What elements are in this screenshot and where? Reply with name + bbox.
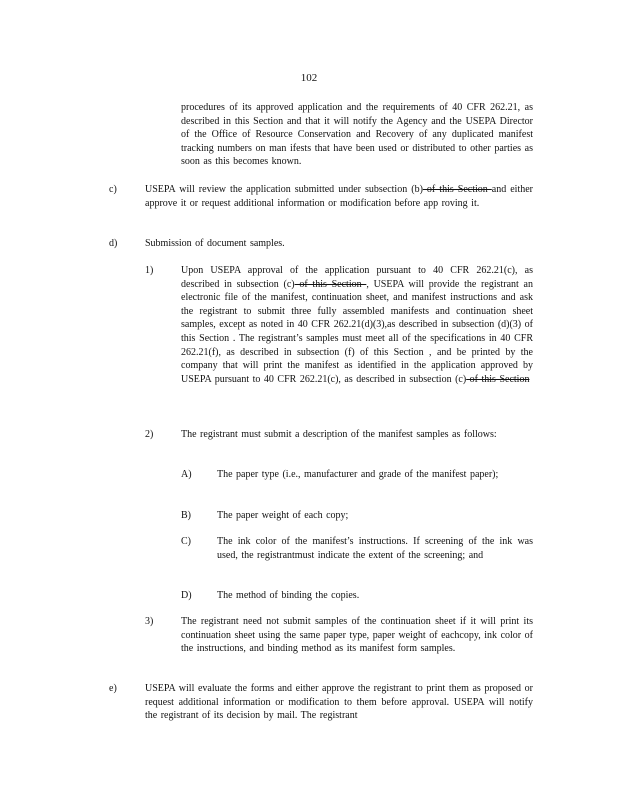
page-number: 102 (300, 72, 318, 84)
item-1-label: 1) (145, 265, 154, 276)
item-2b-label: B) (181, 510, 191, 521)
item-1-strikethrough-b: of this Section (466, 373, 530, 385)
item-2-paragraph: The registrant must submit a description of the manifest samples as follows: (181, 429, 497, 440)
item-2b-text: The paper weight of each copy; (217, 510, 349, 521)
item-2a-text: The paper type (i.e., manufacturer and grade of the manifest paper); (217, 469, 499, 480)
item-3-label: 3) (145, 616, 154, 627)
intro-paragraph: procedures of its approved application and the requirements of 40 CFR 262.21, as described in this Section and that it will notify the Agency and the USEPA Director of the Office of Resource Conservation and Recovery of any duplicated manifest tracking numbers on man ifests that have been used or distributed to other parties as soon as this becomes known. (181, 102, 533, 168)
section-d-heading: Submission of document samples. (145, 238, 285, 249)
section-c-paragraph (145, 183, 533, 210)
item-2a-label: A) (181, 469, 192, 480)
section-c-label: c) (109, 184, 117, 195)
item-2d-text: The method of binding the copies. (217, 590, 360, 601)
section-e-label: e) (109, 683, 117, 694)
section-d-label: d) (109, 238, 118, 249)
item-1-text-b: , USEPA will provide the registrant an electronic file of the manifest, continuation sheet, and manifest instructions and ask the registrant to submit three fully assembled manifests and continuation sheet samples, except as noted in 40 CFR 262.21(d)(3),as described in subsection (d)(3) of this Section . The registrant’s samples must meet all of the specifications in 40 CFR 262.21(f), as described in subsection (f) of this Section , and be printed by the company that will print the manifest as identified in the application approved by USEPA pursuant to 40 CFR 262.21(c), as described in subsection (c) (181, 278, 533, 385)
item-1-text-a: Upon USEPA approval of the application pursuant to 40 CFR 262.21(c), as described in subsection (c) (181, 265, 533, 290)
item-2c-label: C) (181, 536, 191, 547)
item-1-paragraph (181, 264, 533, 386)
section-c-text: USEPA will review the application submitted under subsection (b) (145, 184, 423, 195)
item-2c-text: The ink color of the manifest’s instructions. If screening of the ink was used, the registrantmust indicate the extent of the screening; and (217, 536, 533, 561)
item-3-paragraph: The registrant need not submit samples of the continuation sheet if it will print its continuation sheet using the same paper type, paper weight of eachcopy, ink color of the instructions, and binding method as its manifest form samples. (181, 616, 533, 655)
item-1-strikethrough-a: of this Section (294, 278, 367, 290)
item-2-label: 2) (145, 429, 154, 440)
section-c-text-after: and either approve it or request additional information or modification before app roving it. (145, 184, 534, 209)
item-2d-label: D) (181, 590, 192, 601)
section-e-paragraph: USEPA will evaluate the forms and either approve the registrant to print them as proposed or request additional information or modification to them before approval. USEPA will notify the registrant of its decision by mail. The registrant (145, 683, 533, 722)
section-c-strikethrough: of this Section (422, 184, 492, 195)
